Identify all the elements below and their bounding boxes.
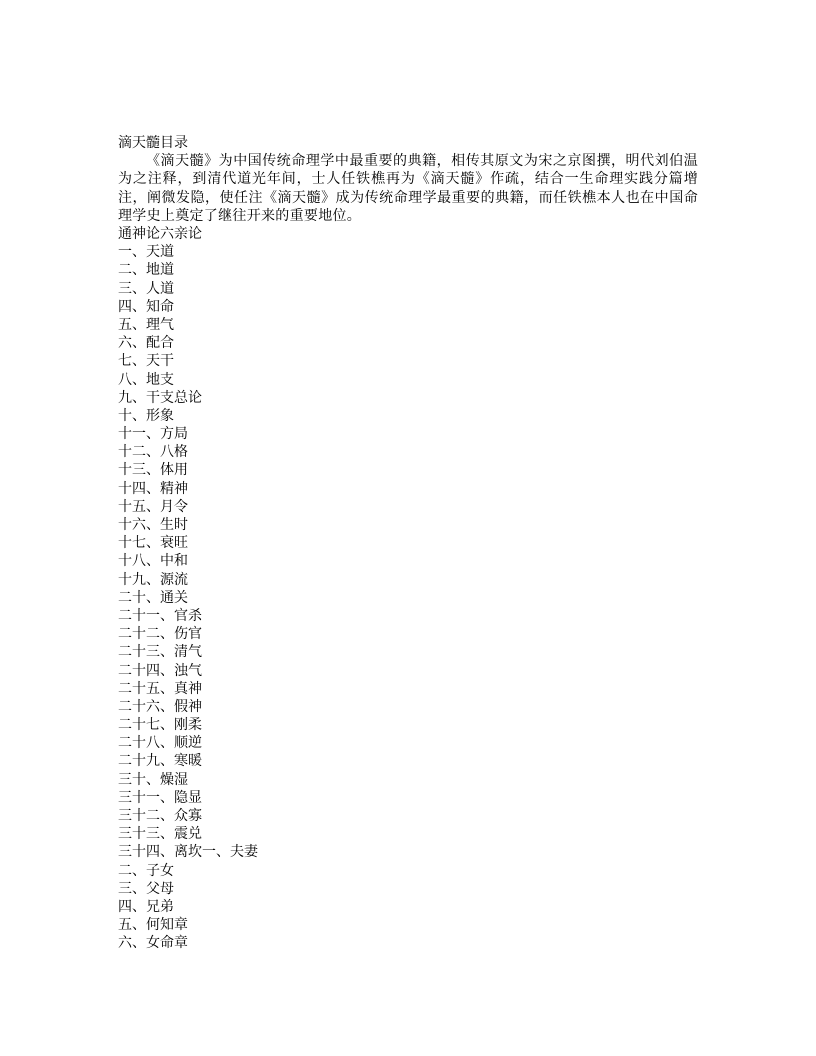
toc-item: 九、干支总论 — [118, 389, 202, 406]
table-of-contents — [118, 243, 698, 952]
document-title: 滴天髓目录 — [118, 135, 188, 151]
toc-item: 二十二、伤官 — [118, 626, 202, 643]
toc-item: 十六、生时 — [118, 517, 188, 533]
intro-paragraph: 《滴天髓》为中国传统命理学中最重要的典籍，相传其原文为宋之京图撰，明代刘伯温为之注释，到清代道光年间，士人任铁樵再为《滴天髓》作疏，结合一生命理实践分篇增注，阐微发隐，使任注《滴天髓》成为传统命理学最重要的典籍，而任铁樵本人也在中国命理学史上奠定了继往开来的重要地位。 — [118, 153, 698, 224]
toc-item: 三、父母 — [118, 880, 174, 897]
toc-item: 三十四、离坎一、夫妻 — [118, 844, 258, 861]
toc-item: 二十九、寒暖 — [118, 753, 202, 770]
toc-item: 二、子女 — [118, 862, 174, 879]
toc-item: 二十一、官杀 — [118, 607, 202, 624]
toc-item: 十九、源流 — [118, 571, 188, 588]
toc-item: 六、女命章 — [118, 935, 188, 952]
toc-item: 十二、八格 — [118, 444, 188, 461]
toc-item: 二十、通关 — [118, 589, 188, 606]
toc-item: 二十六、假神 — [118, 698, 202, 715]
toc-item: 五、理气 — [118, 316, 174, 333]
toc-item: 十三、体用 — [118, 462, 188, 479]
toc-item: 十一、方局 — [118, 426, 188, 443]
toc-item: 二十五、真神 — [118, 680, 202, 697]
section-heading: 通神论六亲论 — [118, 226, 202, 242]
toc-item: 三、人道 — [118, 280, 174, 297]
toc-item: 一、天道 — [118, 244, 174, 261]
toc-item: 二、地道 — [118, 262, 174, 279]
toc-item: 二十四、浊气 — [118, 662, 202, 679]
toc-item: 十四、精神 — [118, 480, 188, 497]
toc-item: 二十七、刚柔 — [118, 717, 202, 734]
toc-item: 六、配合 — [118, 335, 174, 352]
toc-item: 二十八、顺逆 — [118, 735, 202, 752]
toc-item: 十七、衰旺 — [118, 535, 188, 552]
document-page — [118, 134, 698, 953]
toc-item: 三十二、众寡 — [118, 808, 202, 824]
toc-item: 七、天干 — [118, 353, 174, 370]
toc-item: 三十一、隐显 — [118, 789, 202, 806]
toc-item: 三十、燥湿 — [118, 771, 188, 788]
toc-item: 四、兄弟 — [118, 898, 174, 915]
toc-item: 十八、中和 — [118, 553, 188, 570]
toc-item: 八、地支 — [118, 371, 174, 388]
toc-item: 四、知命 — [118, 298, 174, 315]
toc-item: 十、形象 — [118, 407, 174, 424]
toc-item: 五、何知章 — [118, 917, 188, 934]
toc-item: 三十三、震兑 — [118, 826, 202, 843]
toc-item: 十五、月令 — [118, 498, 188, 515]
toc-item: 二十三、清气 — [118, 644, 202, 661]
